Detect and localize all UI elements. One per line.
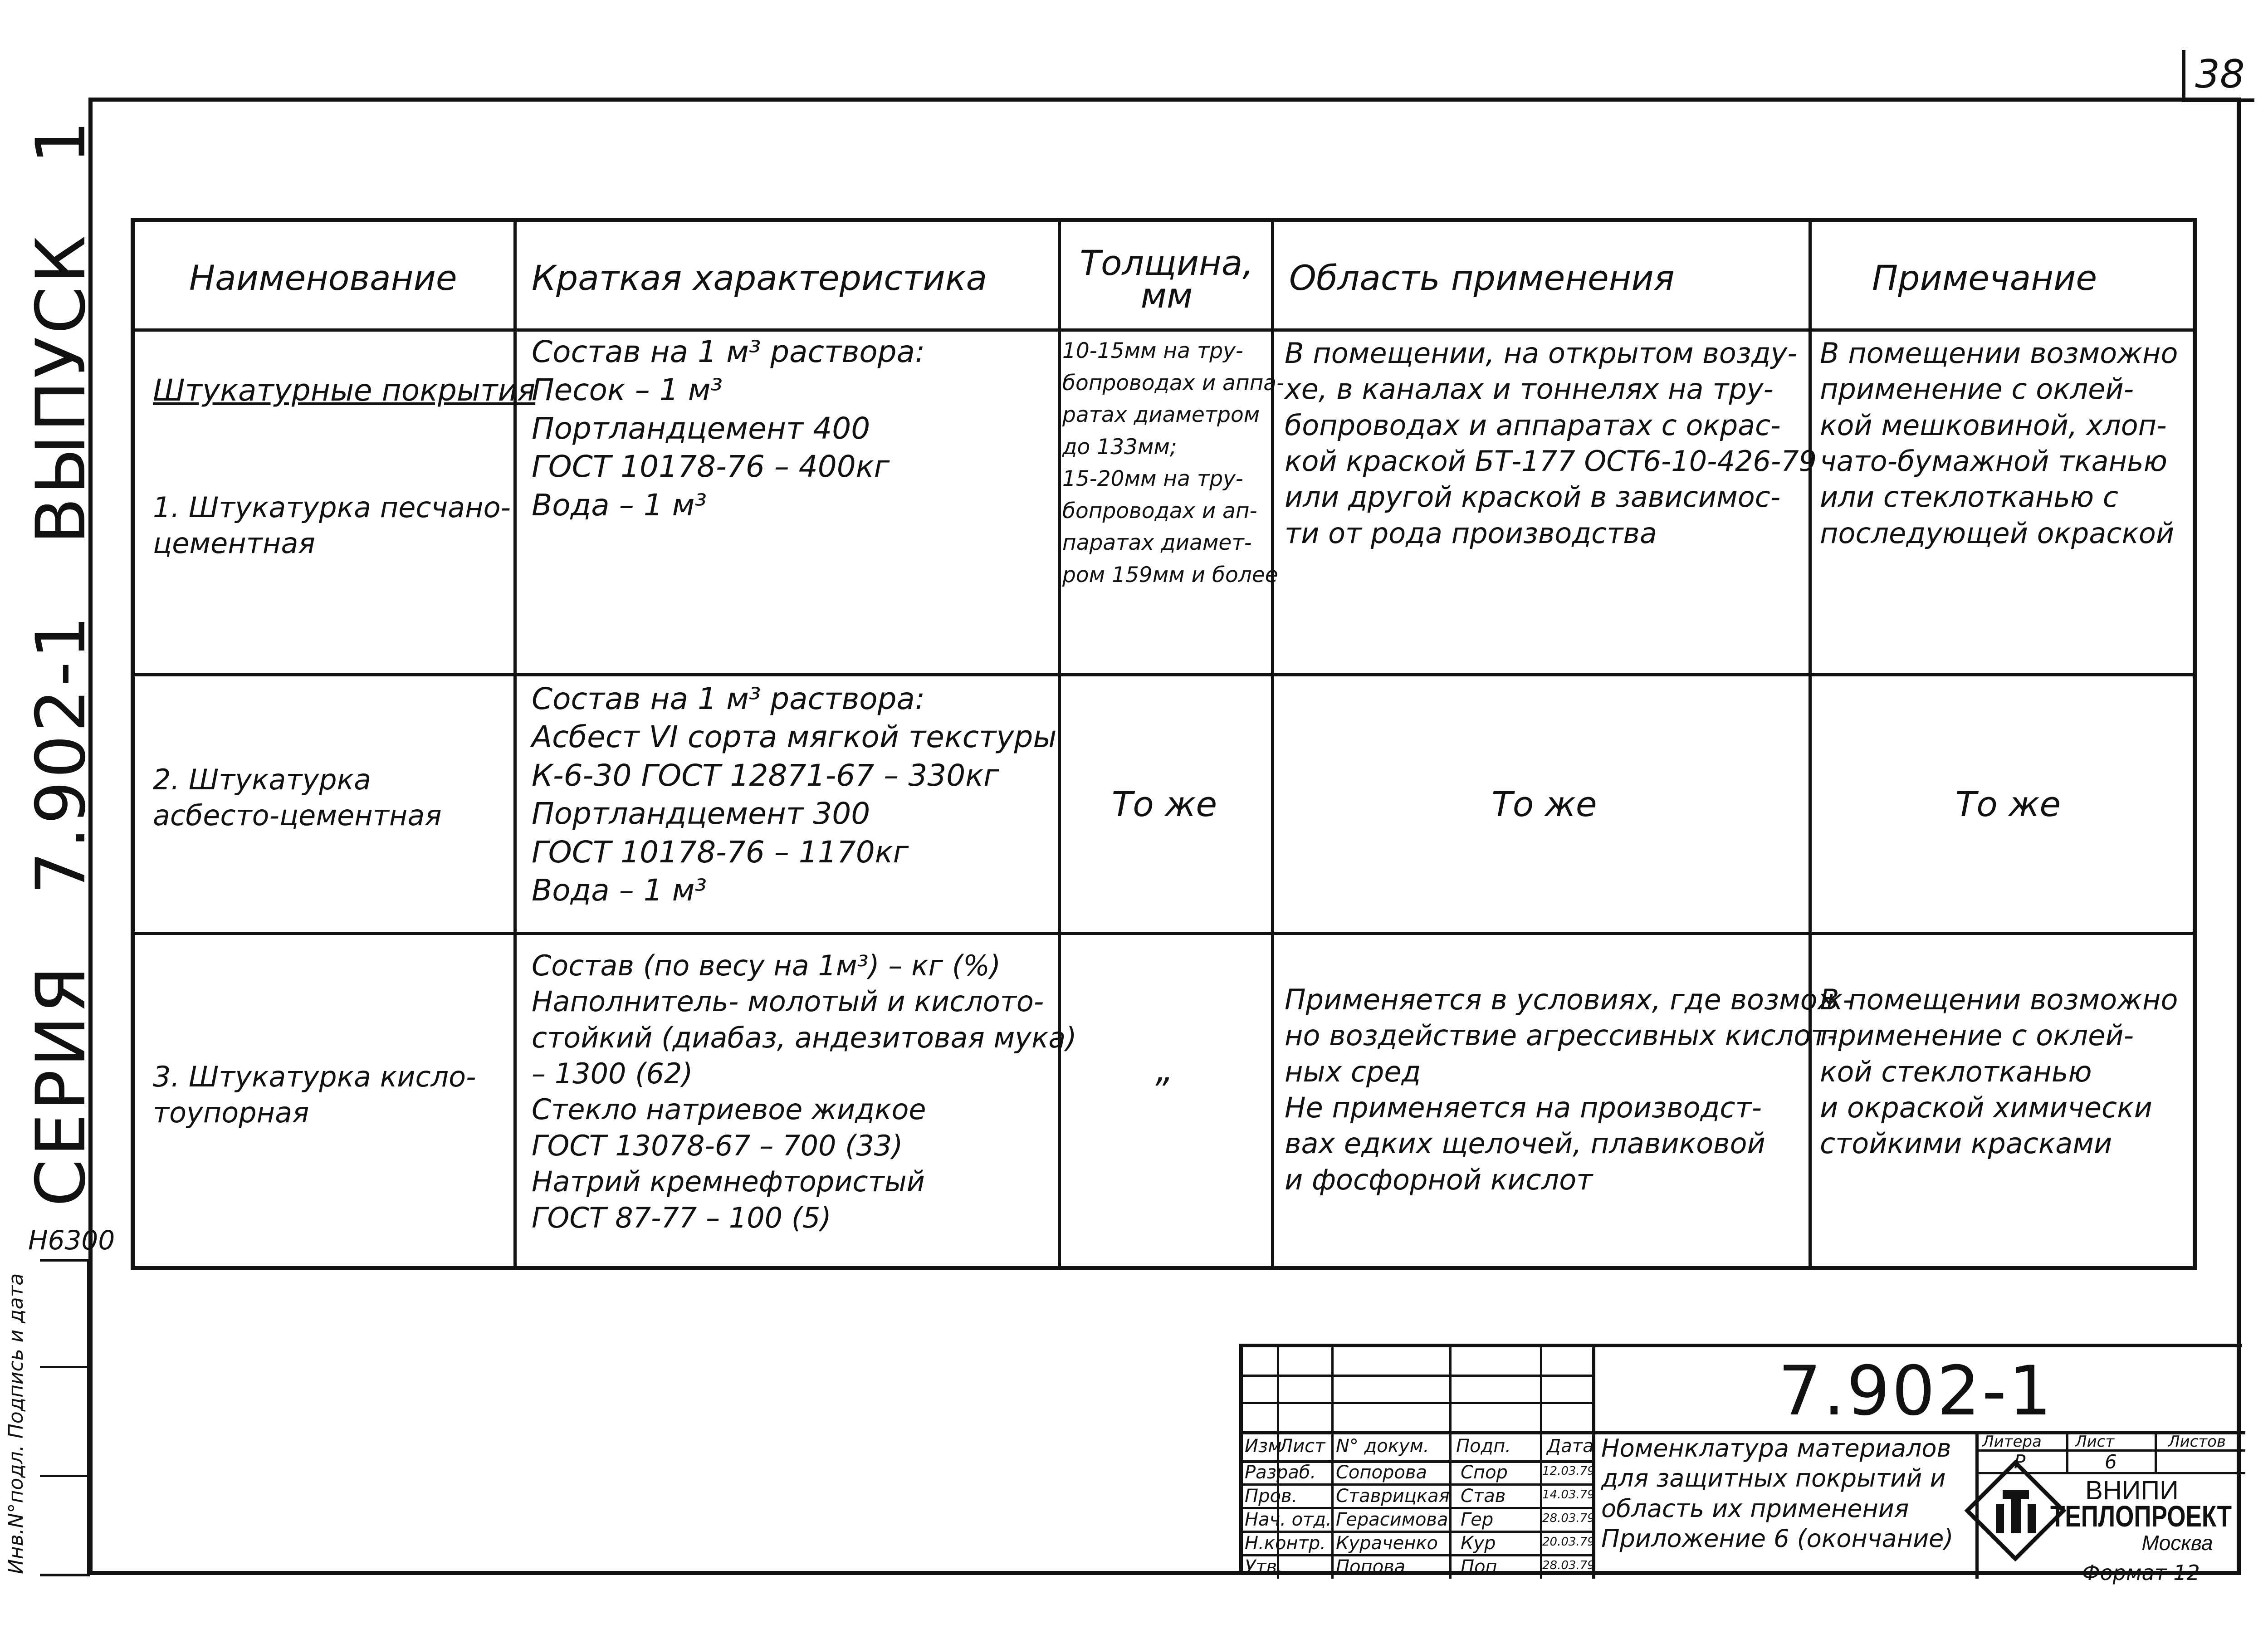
tb-divider <box>1331 1347 1334 1579</box>
sig-sign: Поп <box>1461 1556 1497 1577</box>
sheets-label: Листов <box>2168 1433 2226 1451</box>
sheet-value: 6 <box>2105 1451 2117 1473</box>
sig-role: Н.контр. <box>1245 1533 1326 1554</box>
header-characteristic: Краткая характеристика <box>532 258 987 298</box>
inventory-label: Инв.N°подл. Подпись и дата <box>5 1273 28 1574</box>
title-block <box>1239 1344 2242 1575</box>
org-line2: ТЕПЛОПРОЕКТ <box>2050 1499 2232 1533</box>
row3-note: В помещении возможно применение с оклей- кой стеклотканью и окраской химически стойкими красками <box>1820 983 2178 1160</box>
sig-sign: Спор <box>1461 1462 1508 1483</box>
strip-divider <box>40 1475 87 1477</box>
row3-name: 3. Штукатурка кисло- тоупорная <box>153 1060 476 1130</box>
row-divider <box>135 932 2193 935</box>
header-thickness: Толщина, мм <box>1080 243 1254 316</box>
series-word: СЕРИЯ <box>22 963 101 1207</box>
tb-divider <box>1449 1347 1452 1579</box>
sig-date: 28.03.79 <box>1542 1512 1595 1525</box>
issue-word: ВЫПУСК <box>22 232 101 544</box>
row1-thickness: 10-15мм на тру- бопроводах и аппа- ратах диаметром до 133мм; 15-20мм на тру- бопроводах и ап- паратах диамет- ром 159мм и более <box>1062 338 1285 587</box>
page-number: 38 <box>2182 50 2254 102</box>
inventory-strip <box>40 1259 90 1576</box>
tb-divider <box>1243 1402 1592 1404</box>
series-title <box>23 118 100 1207</box>
row2-thickness: То же <box>1111 784 1217 824</box>
sheet-format: Формат 12 <box>2082 1561 2200 1585</box>
col-change: Изм <box>1245 1436 1282 1457</box>
organization-logo <box>1978 1449 2243 1568</box>
sig-role: Нач. отд. <box>1245 1509 1332 1530</box>
header-name: Наименование <box>189 258 457 298</box>
sig-sign: Гер <box>1461 1509 1494 1530</box>
header-note: Примечание <box>1872 258 2097 298</box>
materials-table <box>131 218 2197 1270</box>
sig-role: Утв. <box>1245 1556 1283 1577</box>
tb-divider <box>1243 1554 1592 1556</box>
sig-sign: Кур <box>1461 1533 1496 1554</box>
row2-application: То же <box>1491 784 1597 824</box>
tb-divider <box>1243 1375 1592 1377</box>
row2-note: То же <box>1955 784 2061 824</box>
row1-application: В помещении, на открытом возду- хе, в каналах и тоннелях на тру- бопроводах и аппаратах с окрас- кой краской БТ-177 ОСТ6-10-426-79 или другой краской в зависимос- ти от рода производства <box>1285 337 1817 550</box>
sig-role: Разраб. <box>1245 1462 1316 1483</box>
row3-characteristic: Состав (по весу на 1м³) – кг (%) Наполнитель- молотый и кислото- стойкий (диабаз, андезитовая мука) – 1300 (62) Стекло натриевое жидкое ГОСТ 13078-67 – 700 (33) Натрий кремнефтористый ГОСТ 87-77 – 100 (5) <box>532 949 1077 1234</box>
sig-role: Пров. <box>1245 1486 1298 1507</box>
strip-divider <box>40 1366 87 1368</box>
col-date: Дата <box>1547 1436 1594 1457</box>
sheet-label: Лист <box>2075 1433 2115 1451</box>
row1-note: В помещении возможно применение с оклей- кой мешковиной, хлоп- чато-бумажной тканью или стеклотканью с последующей окраской <box>1820 337 2178 550</box>
org-city: Москва <box>2141 1531 2213 1555</box>
document-code: 7.902-1 <box>1778 1352 2053 1431</box>
sig-date: 28.03.79 <box>1542 1559 1595 1572</box>
row2-name: 2. Штукатурка асбесто-цементная <box>153 763 442 832</box>
row-divider <box>135 328 2193 332</box>
sig-name: Ставрицкая <box>1336 1486 1450 1507</box>
header-application: Область применения <box>1289 258 1675 298</box>
stage-label: Литера <box>1982 1433 2042 1451</box>
sig-name: Попова <box>1336 1556 1406 1577</box>
row2-characteristic: Состав на 1 м³ раствора: Асбест VI сорта мягкой текстуры К-6-30 ГОСТ 12871-67 – 330кг Портландцемент 300 ГОСТ 10178-76 – 1170кг Вода – 1 м³ <box>532 681 1057 908</box>
sig-name: Кураченко <box>1336 1533 1438 1554</box>
org-line1: ВНИПИ <box>2085 1476 2179 1505</box>
col-doc: N° докум. <box>1336 1436 1429 1457</box>
sheet-title: Номенклатура материалов для защитных покрытий и область их применения Приложение 6 (окончание) <box>1601 1434 1954 1553</box>
sig-date: 14.03.79 <box>1542 1488 1595 1502</box>
teploproekt-logo-icon <box>1978 1449 2243 1568</box>
stage-value: Р <box>2014 1451 2026 1473</box>
row3-thickness: „ <box>1155 1049 1173 1090</box>
row1-name: 1. Штукатурка песчано- цементная <box>153 491 511 560</box>
row3-application: Применяется в условиях, где возмож- но воздействие агрессивных кислот- ных сред Не применяется на производст- вах едких щелочей, плавиковой и фосфорной кислот <box>1285 983 1853 1196</box>
row1-characteristic: Состав на 1 м³ раствора: Песок – 1 м³ Портландцемент 400 ГОСТ 10178-76 – 400кг Вода – 1 м³ <box>532 334 925 523</box>
col-sheet: Лист <box>1279 1436 1325 1457</box>
row-divider <box>135 673 2193 676</box>
sig-sign: Став <box>1461 1486 1506 1507</box>
series-number: 7.902-1 <box>22 613 101 895</box>
sig-name: Герасимова <box>1336 1509 1448 1530</box>
series-margin <box>18 118 104 1207</box>
sig-date: 12.03.79 <box>1542 1464 1595 1478</box>
series-code: Н6300 <box>28 1225 115 1256</box>
sig-date: 20.03.79 <box>1542 1535 1595 1549</box>
issue-number: 1 <box>22 118 101 164</box>
row1-group-title: Штукатурные покрытия <box>153 373 536 408</box>
sig-name: Сопорова <box>1336 1462 1427 1483</box>
col-sign: Подп. <box>1456 1436 1511 1457</box>
